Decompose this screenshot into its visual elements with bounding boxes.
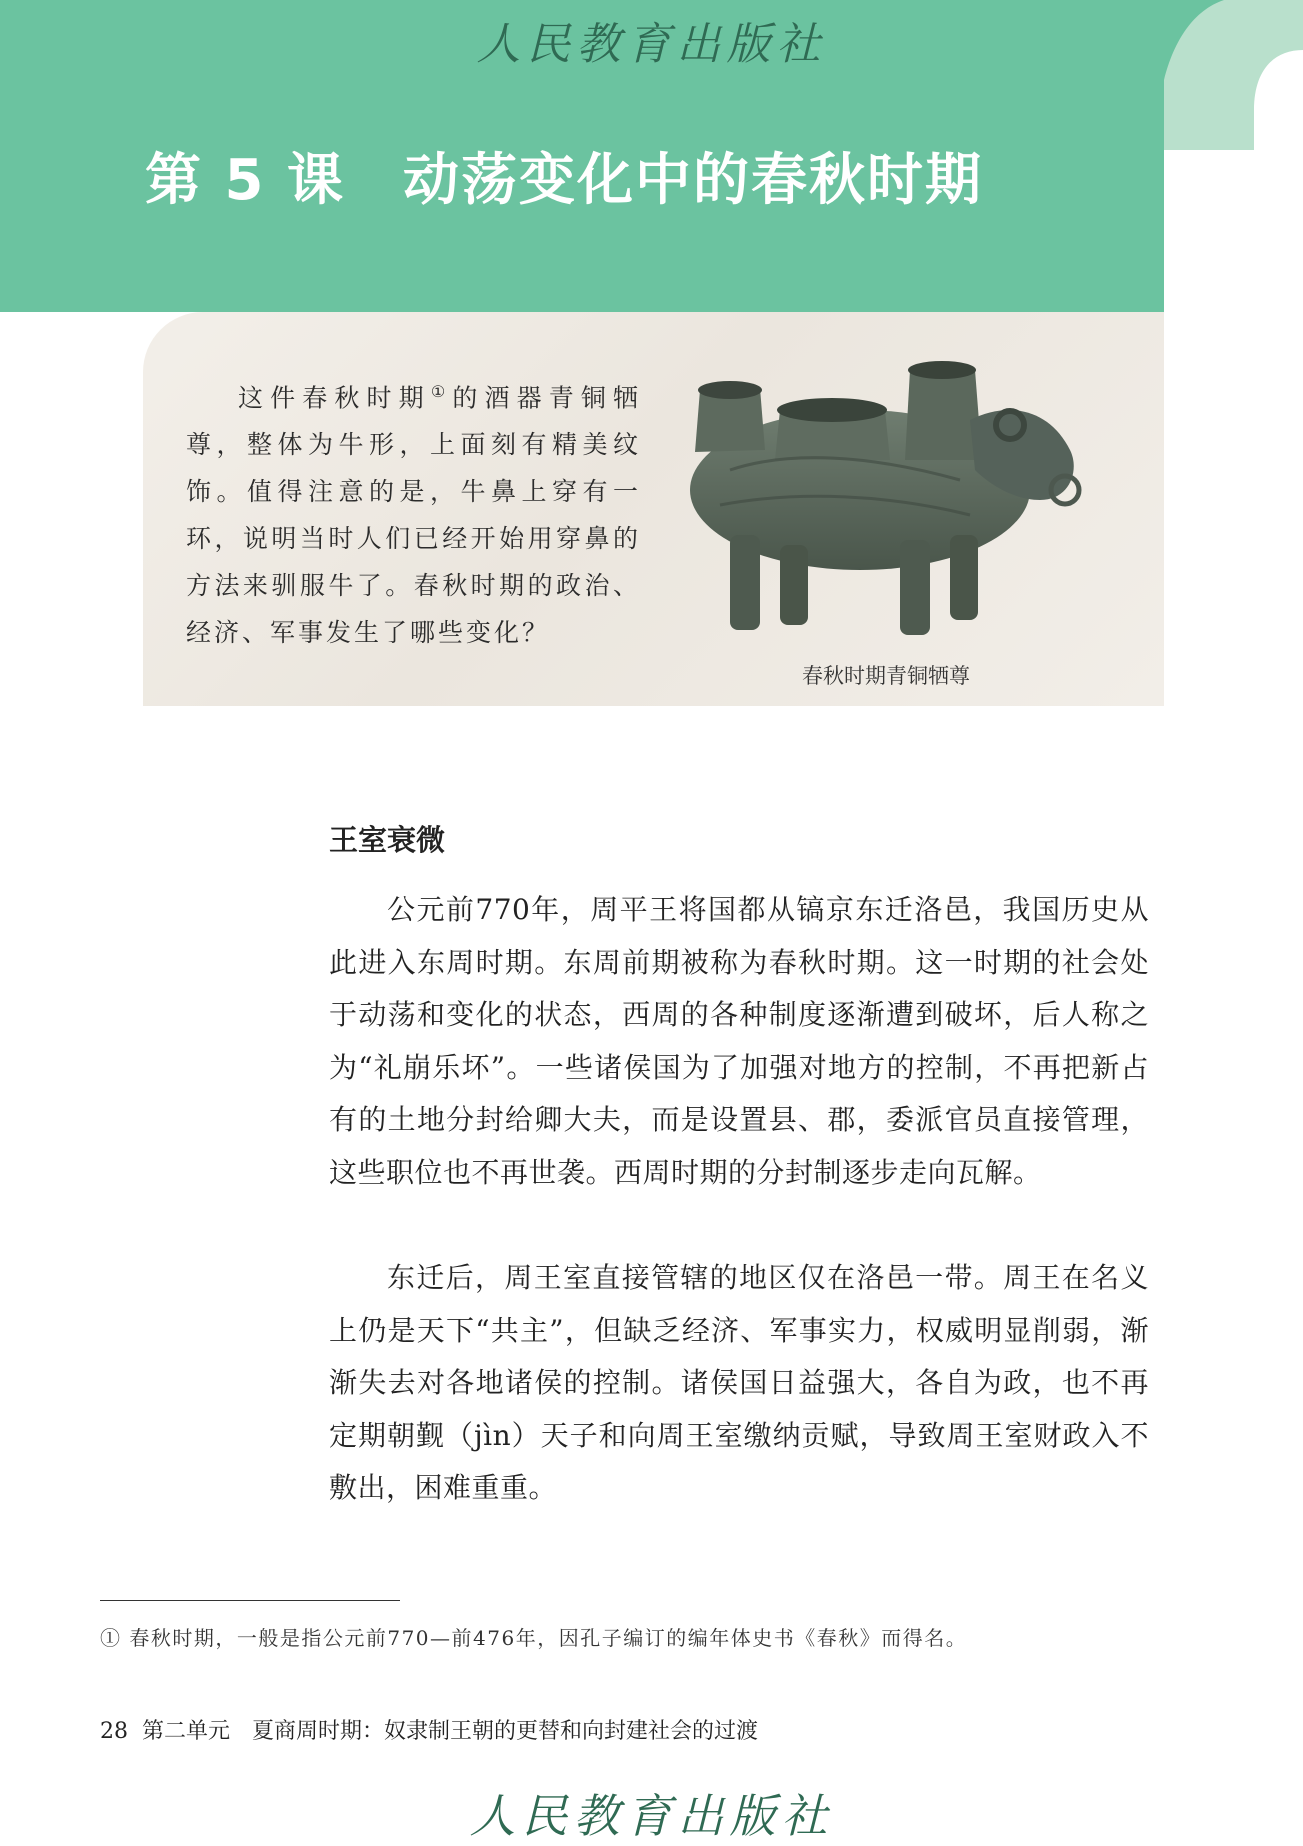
lesson-number: 第 5 课 [145, 148, 345, 213]
footnote: ① 春秋时期，一般是指公元前770—前476年，因孔子编订的编年体史书《春秋》而得名。 [100, 1626, 968, 1650]
page-footer [100, 1714, 758, 1745]
publisher-logo-bottom: 人民教育出版社 [469, 1789, 834, 1843]
intro-text [186, 368, 641, 656]
lesson-title-text: 动荡变化中的春秋时期 [402, 148, 983, 213]
paragraph-text: 公元前770年，周平王将国都从镐京东迁洛邑，我国历史从此进入东周时期。东周前期被称为春秋时期。这一时期的社会处于动荡和变化的状态，西周的各种制度逐渐遭到破坏，后人称之为“礼崩乐坏”。一些诸侯国为了加强对地方的控制，不再把新占有的土地分封给卿大夫，而是设置县、郡，委派官员直接管理，这些职位也不再世袭。西周时期的分封制逐步走向瓦解。 [329, 893, 1149, 1189]
unit-title: 夏商周时期：奴隶制王朝的更替和向封建社会的过渡 [252, 1719, 759, 1744]
page-number: 28 [100, 1719, 128, 1744]
bronze-ox-vessel-image [670, 340, 1110, 660]
unit-label: 第二单元 [142, 1719, 231, 1744]
footnote-divider [100, 1600, 400, 1601]
paragraph-text: 东迁后，周王室直接管辖的地区仅在洛邑一带。周王在名义上仍是天下“共主”，但缺乏经济、军事实力，权威明显削弱，渐渐失去对各地诸侯的控制。诸侯国日益强大，各自为政，也不再定期朝觐（jìn）天子和向周王室缴纳贡赋，导致周王室财政入不敷出，困难重重。 [329, 1261, 1149, 1504]
intro-text-part1: 这件春秋时期 [238, 383, 431, 413]
section-heading: 王室衰微 [329, 823, 446, 857]
intro-text-part2: 的酒器青铜牺尊，整体为牛形，上面刻有精美纹饰。值得注意的是，牛鼻上穿有一环，说明当时人们已经开始用穿鼻的方法来驯服牛了。春秋时期的政治、经济、军事发生了哪些变化？ [186, 383, 641, 648]
body-paragraph-2 [329, 1252, 1149, 1515]
body-paragraph-1 [329, 884, 1149, 1199]
publisher-logo-top: 人民教育出版社 [476, 19, 827, 70]
footnote-marker[interactable]: ① [430, 382, 453, 401]
photo-caption: 春秋时期青铜牺尊 [802, 664, 970, 688]
lesson-title [145, 136, 983, 216]
